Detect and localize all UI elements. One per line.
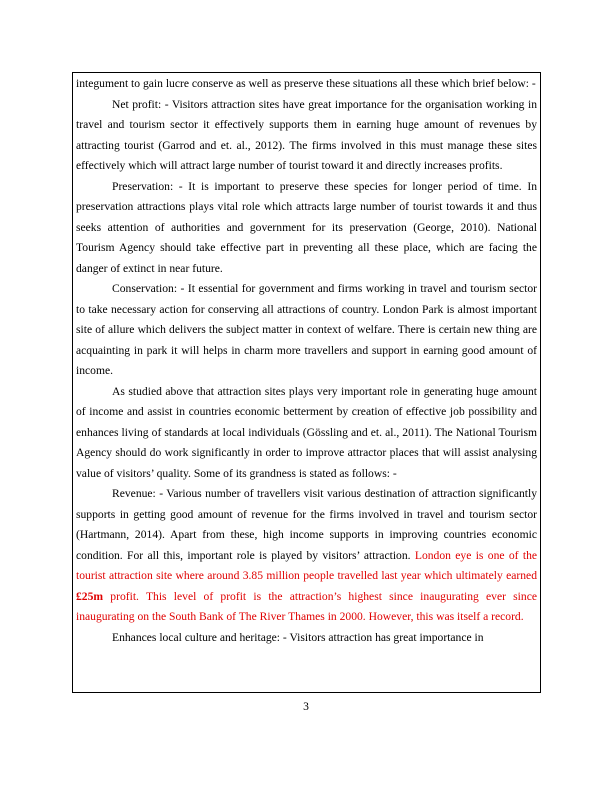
highlighted-bold-amount: £25m	[76, 589, 104, 603]
paragraph-preservation: Preservation: - It is important to preserve these species for longer period of time. In preservation attractions plays vital role which attracts large number of tourist towards it and thus seeks attention of authorities and government for its preservation (George, 2010). National Tourism Agency should take effective part in preventing all these place, which are facing the danger of extinct in near future.	[76, 179, 537, 275]
paragraph-continuation: integument to gain lucre conserve as well as preserve these situations all these which brief below: -	[76, 77, 536, 90]
paragraph-conservation: Conservation: - It essential for government and firms working in travel and tourism sector to take necessary action for conserving all attractions of country. London Park is almost important site of allure which delivers the subject matter in context of welfare. There is certain new thing are acquainting in park it will helps in charm more travellers and support in earning good amount of income.	[76, 282, 537, 377]
paragraph-revenue	[76, 484, 537, 628]
highlighted-text: London eye is one of the tourist attraction site where around 3.85 million people travelled last year which ultimately earned	[76, 548, 538, 582]
paragraph-culture-heritage: Enhances local culture and heritage: - Visitors attraction has great importance in	[112, 630, 484, 644]
paragraph-attraction-sites: As studied above that attraction sites plays very important role in generating huge amount of income and assist in countries economic betterment by creation of effective job possibility and enhances living of standards at local individuals (Gössling and et. al., 2011). The National Tourism Agency should do work significantly in order to improve attractor places that will assist analysing value of visitors’ quality. Some of its grandness is stated as follows: -	[76, 384, 537, 480]
revenue-text: Revenue: - Various number of travellers visit various destination of attraction significantly supports in getting good amount of revenue for the firms involved in travel and tourism sector (Hartmann, 2014). Apart from these, high income supports in improving countries economic condition. For all this, important role is played by visitors’ attraction.	[76, 487, 537, 562]
page-number: 3	[303, 700, 309, 713]
paragraph-net-profit: Net profit: - Visitors attraction sites have great importance for the organisation working in travel and tourism sector it effectively supports them in earning huge amount of revenues by attracting tourist (Garrod and et. al., 2012). The firms involved in this must manage these sites effectively which will attract large number of tourist toward it and directly increases profits.	[76, 97, 537, 172]
page-content-frame	[72, 72, 541, 693]
document-body	[73, 73, 540, 648]
highlighted-text-end: profit. This level of profit is the attraction’s highest since inaugurating ever since inaugurating on the South Bank of The River Thames in 2000. However, this was itself a record.	[76, 589, 537, 623]
